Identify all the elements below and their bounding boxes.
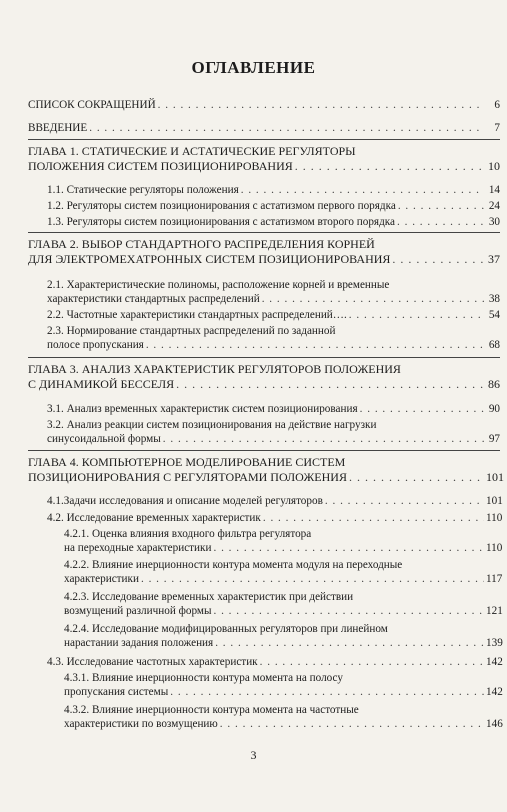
toc-entry-title: 4.2.2. Влияние инерционности контура момента модуля на переходные xyxy=(64,559,403,571)
toc-entry-title: С ДИНАМИКОЙ БЕССЕЛЯ xyxy=(28,377,175,392)
toc-page-number: 38 xyxy=(488,293,500,306)
toc-line xyxy=(28,362,500,377)
toc-page-number: 54 xyxy=(488,309,500,321)
toc-line xyxy=(47,432,500,446)
toc-line xyxy=(47,199,500,213)
dot-leader xyxy=(325,494,484,508)
toc-line xyxy=(28,121,500,135)
dot-leader xyxy=(89,121,484,135)
dot-leader xyxy=(360,402,484,416)
toc-entry-section-2-3 xyxy=(47,324,500,352)
toc-entry-section-3-2 xyxy=(47,418,500,446)
dot-leader xyxy=(241,183,484,197)
toc-line xyxy=(64,685,503,699)
dot-leader xyxy=(163,432,484,446)
toc-line xyxy=(47,494,503,508)
toc-line xyxy=(64,541,503,555)
toc-line xyxy=(64,717,503,731)
dot-leader xyxy=(349,308,484,322)
page-number: 3 xyxy=(250,748,257,762)
dot-leader xyxy=(398,199,484,213)
toc-entry-section-2-1 xyxy=(47,278,500,306)
toc-line xyxy=(64,527,500,541)
toc-entry-title: ГЛАВА 2. ВЫБОР СТАНДАРТНОГО РАСПРЕДЕЛЕНИЯ КОРНЕЙ xyxy=(28,237,375,251)
toc-page-number: 86 xyxy=(488,377,500,392)
toc-entry-title: 2.3. Нормирование стандартных распределений по заданной xyxy=(47,325,336,337)
toc-page-number: 101 xyxy=(486,470,504,485)
toc-entry-title: 4.3. Исследование частотных характеристик xyxy=(47,656,258,668)
toc-entry-section-4-3-1 xyxy=(64,671,503,699)
toc-entry-section-4-2-4 xyxy=(64,622,503,650)
toc-page-number: 121 xyxy=(486,605,503,618)
toc-line xyxy=(47,292,500,306)
toc-entry-chapter-4 xyxy=(28,455,504,485)
dot-leader xyxy=(146,338,484,352)
toc-line xyxy=(47,511,503,525)
toc-line xyxy=(64,572,503,586)
dot-leader xyxy=(213,541,484,555)
toc-entry-title: 4.3.1. Влияние инерционности контура момента на полосу xyxy=(64,672,343,684)
toc-page-number: 24 xyxy=(488,200,500,212)
toc-line xyxy=(28,144,500,159)
dot-leader xyxy=(220,717,484,731)
dot-leader xyxy=(295,159,484,174)
toc-line xyxy=(28,455,500,470)
toc-entry-abbreviations xyxy=(28,98,500,112)
toc-entry-title: характеристики по возмущению xyxy=(64,718,218,731)
toc-page-number: 117 xyxy=(486,573,503,586)
dot-leader xyxy=(213,604,484,618)
toc-entry-title: 2.1. Характеристические полиномы, расположение корней и временные xyxy=(47,279,390,291)
toc-entry-section-4-1 xyxy=(47,494,503,508)
toc-line xyxy=(28,470,504,485)
toc-line xyxy=(64,636,503,650)
toc-entry-title: ГЛАВА 3. АНАЛИЗ ХАРАКТЕРИСТИК РЕГУЛЯТОРОВ ПОЛОЖЕНИЯ xyxy=(28,362,401,376)
toc-entry-title: характеристики стандартных распределений xyxy=(47,293,260,306)
toc-line xyxy=(64,622,500,636)
dot-leader xyxy=(158,98,484,112)
toc-entry-title: ГЛАВА 1. СТАТИЧЕСКИЕ И АСТАТИЧЕСКИЕ РЕГУЛЯТОРЫ xyxy=(28,144,356,158)
toc-entry-title: 4.2.1. Оценка влияния входного фильтра регулятора xyxy=(64,528,312,540)
page-title: ОГЛАВЛЕНИЕ xyxy=(191,58,316,77)
toc-entry-chapter-3 xyxy=(28,362,500,392)
toc-entry-section-4-3-2 xyxy=(64,703,503,731)
dot-leader xyxy=(170,685,484,699)
toc-page-number: 14 xyxy=(488,184,500,196)
toc-entry-title: 4.3.2. Влияние инерционности контура момента на частотные xyxy=(64,704,359,716)
toc-line xyxy=(28,237,500,252)
toc-entry-section-1-1 xyxy=(47,183,500,197)
divider xyxy=(28,450,500,451)
toc-line xyxy=(64,590,500,604)
toc-entry-title: СПИСОК СОКРАЩЕНИЙ xyxy=(28,99,156,111)
toc-entry-title: нарастании задания положения xyxy=(64,637,214,650)
dot-leader xyxy=(262,292,484,306)
toc-entry-section-4-3 xyxy=(47,655,503,669)
dot-leader xyxy=(263,511,484,525)
toc-entry-section-4-2-3 xyxy=(64,590,503,618)
toc-entry-title: 3.2. Анализ реакции систем позиционирования на действие нагрузки xyxy=(47,419,377,431)
toc-line xyxy=(47,655,503,669)
toc-entry-title: ВВЕДЕНИЕ xyxy=(28,122,88,134)
toc-line xyxy=(64,558,500,572)
toc-entry-section-4-2 xyxy=(47,511,503,525)
toc-entry-title: 1.3. Регуляторы систем позиционирования с астатизмом второго порядка xyxy=(47,216,396,228)
toc-page-number: 30 xyxy=(488,216,500,228)
toc-page-number: 110 xyxy=(486,542,503,555)
divider xyxy=(28,139,500,140)
divider xyxy=(28,357,500,358)
toc-line xyxy=(28,159,500,174)
dot-leader xyxy=(397,215,484,229)
toc-page-number: 7 xyxy=(494,122,500,134)
toc-entry-title: 4.2.4. Исследование модифицированных регуляторов при линейном xyxy=(64,623,388,635)
toc-page-number: 68 xyxy=(488,339,500,352)
toc-entry-title: 4.2. Исследование временных характеристик xyxy=(47,512,261,524)
toc-page-number: 146 xyxy=(486,718,503,731)
toc-line xyxy=(47,308,500,322)
toc-page-number: 90 xyxy=(488,403,500,415)
toc-entry-title: ПОЗИЦИОНИРОВАНИЯ С РЕГУЛЯТОРАМИ ПОЛОЖЕНИЯ xyxy=(28,470,347,485)
toc-page-number: 142 xyxy=(486,686,503,699)
toc-entry-title: 1.1. Статические регуляторы положения xyxy=(47,184,239,196)
toc-entry-title: 4.2.3. Исследование временных характеристик при действии xyxy=(64,591,354,603)
toc-entry-section-4-2-2 xyxy=(64,558,503,586)
toc-line xyxy=(47,215,500,229)
toc-page-number: 139 xyxy=(486,637,503,650)
toc-page-number: 101 xyxy=(486,495,503,507)
toc-page-number: 97 xyxy=(488,433,500,446)
toc-entry-title: 1.2. Регуляторы систем позиционирования с астатизмом первого порядка xyxy=(47,200,396,212)
toc-entry-title: ПОЛОЖЕНИЯ СИСТЕМ ПОЗИЦИОНИРОВАНИЯ xyxy=(28,159,293,174)
toc-entry-title: 4.1.Задачи исследования и описание моделей регуляторов xyxy=(47,495,323,507)
toc-entry-title: на переходные характеристики xyxy=(64,542,212,555)
toc-entry-title: характеристики xyxy=(64,573,139,586)
toc-entry-section-4-2-1 xyxy=(64,527,503,555)
toc-page-number: 10 xyxy=(488,159,500,174)
toc-entry-title: ГЛАВА 4. КОМПЬЮТЕРНОЕ МОДЕЛИРОВАНИЕ СИСТЕМ xyxy=(28,455,346,469)
divider xyxy=(28,232,500,233)
toc-entry-title: полосе пропускания xyxy=(47,339,144,352)
toc-line xyxy=(64,604,503,618)
toc-page-number: 6 xyxy=(494,99,500,111)
toc-page-number: 37 xyxy=(488,252,500,267)
toc-entry-title: синусоидальной формы xyxy=(47,433,161,446)
toc-entry-section-2-2 xyxy=(47,308,500,322)
toc-entry-chapter-2 xyxy=(28,237,500,267)
toc-line xyxy=(28,98,500,112)
toc-line xyxy=(47,278,500,292)
toc-line xyxy=(47,338,500,352)
dot-leader xyxy=(215,636,484,650)
toc-page-number: 142 xyxy=(486,656,503,668)
toc-line xyxy=(64,703,500,717)
toc-entry-introduction xyxy=(28,121,500,135)
dot-leader xyxy=(176,377,484,392)
toc-line xyxy=(47,402,500,416)
toc-entry-chapter-1 xyxy=(28,144,500,174)
toc-line xyxy=(28,377,500,392)
toc-entry-title: ДЛЯ ЭЛЕКТРОМЕХАТРОННЫХ СИСТЕМ ПОЗИЦИОНИРОВАНИЯ xyxy=(28,252,391,267)
dot-leader xyxy=(349,470,484,485)
dot-leader xyxy=(260,655,484,669)
toc-entry-section-1-3 xyxy=(47,215,500,229)
toc-line xyxy=(64,671,500,685)
toc-entry-title: 3.1. Анализ временных характеристик систем позиционирования xyxy=(47,403,358,415)
toc-entry-title: возмущений различной формы xyxy=(64,605,212,618)
toc-line xyxy=(47,324,500,338)
toc-line xyxy=(28,252,500,267)
toc-entry-section-1-2 xyxy=(47,199,500,213)
toc-line xyxy=(47,418,500,432)
toc-entry-section-3-1 xyxy=(47,402,500,416)
toc-entry-title: пропускания системы xyxy=(64,686,169,699)
dot-leader xyxy=(141,572,484,586)
toc-line xyxy=(47,183,500,197)
dot-leader xyxy=(392,252,484,267)
toc-page-number: 110 xyxy=(486,512,503,524)
toc-entry-title: 2.2. Частотные характеристики стандартных распределений…. xyxy=(47,309,347,321)
